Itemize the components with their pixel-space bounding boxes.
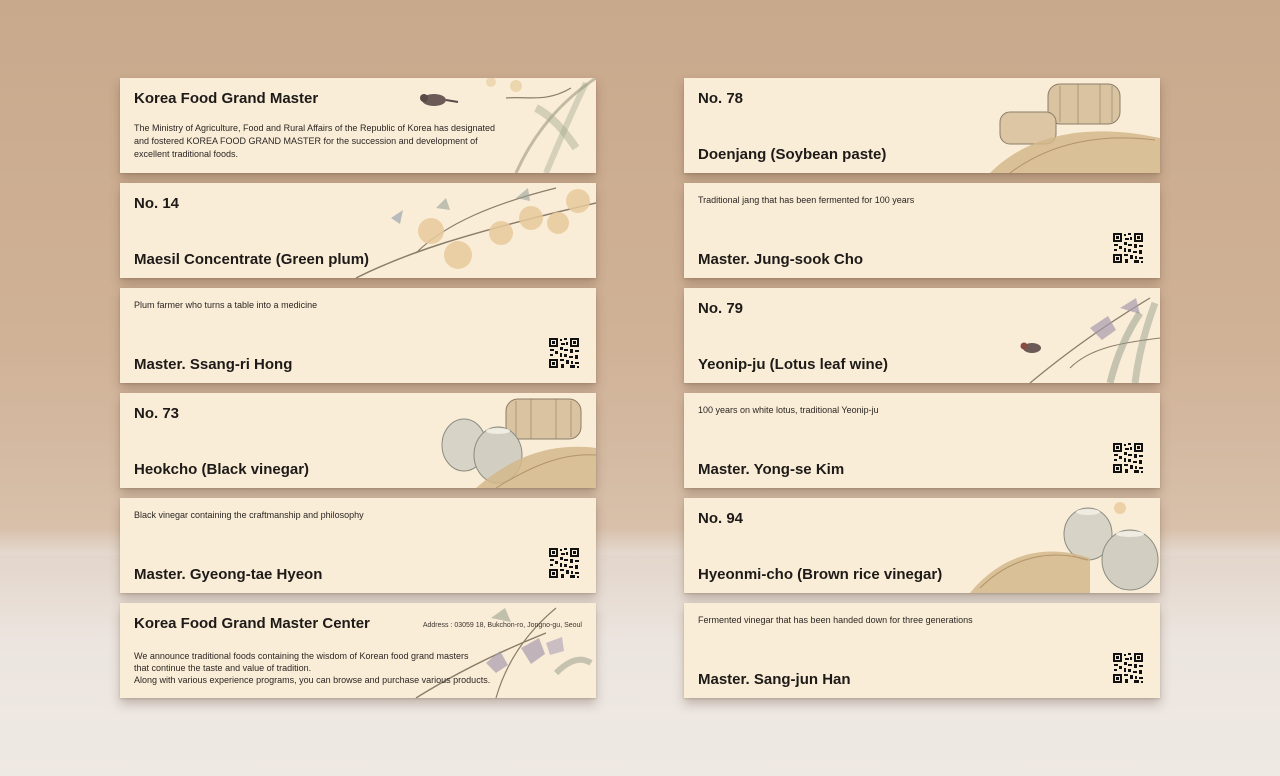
qr-code-icon[interactable]: [548, 337, 580, 369]
center-line: Along with various experience programs, you can browse and purchase various products.: [134, 675, 491, 685]
master-name: Master. Ssang-ri Hong: [134, 356, 293, 373]
intro-line: excellent traditional foods.: [134, 149, 239, 159]
qr-code-icon[interactable]: [1112, 232, 1144, 264]
product-number: No. 79: [698, 300, 744, 317]
rice-jars-illustration: [970, 498, 1160, 593]
qr-code-icon[interactable]: [548, 547, 580, 579]
card-master-79: [684, 393, 1160, 488]
center-line: that continue the taste and value of tradition.: [134, 663, 312, 673]
master-tagline: Traditional jang that has been fermented for 100 years: [698, 195, 915, 205]
jars-grain-illustration: [436, 393, 596, 488]
master-name: Master. Gyeong-tae Hyeon: [134, 566, 323, 583]
card-master-73: [120, 498, 596, 593]
intro-title: Korea Food Grand Master: [134, 90, 319, 107]
product-number: No. 78: [698, 90, 744, 107]
master-tagline: Plum farmer who turns a table into a medicine: [134, 300, 318, 310]
master-tagline: Black vinegar containing the craftmanship and philosophy: [134, 510, 364, 520]
left-card-column: [120, 78, 596, 708]
card-intro: [120, 78, 596, 173]
intro-line: and fostered KOREA FOOD GRAND MASTER for the succession and development of: [134, 136, 478, 146]
card-center: [120, 603, 596, 698]
master-tagline: Fermented vinegar that has been handed down for three generations: [698, 615, 973, 625]
card-product-14: [120, 183, 596, 278]
card-product-78: [684, 78, 1160, 173]
product-name: Maesil Concentrate (Green plum): [134, 251, 370, 268]
card-product-73: [120, 393, 596, 488]
product-number: No. 14: [134, 195, 180, 212]
qr-code-icon[interactable]: [1112, 652, 1144, 684]
soybean-blocks-illustration: [990, 78, 1160, 173]
product-number: No. 73: [134, 405, 180, 422]
card-product-94: [684, 498, 1160, 593]
master-name: Master. Yong-se Kim: [698, 461, 845, 478]
product-name: Yeonip-ju (Lotus leaf wine): [698, 356, 889, 373]
product-name: Heokcho (Black vinegar): [134, 461, 310, 478]
master-tagline: 100 years on white lotus, traditional Yeonip-ju: [698, 405, 879, 415]
center-line: We announce traditional foods containing the wisdom of Korean food grand masters: [134, 651, 469, 661]
master-name: Master. Sang-jun Han: [698, 671, 851, 688]
lotus-bird-illustration: [1010, 288, 1160, 383]
intro-line: The Ministry of Agriculture, Food and Rural Affairs of the Republic of Korea has designated: [134, 123, 496, 133]
product-name: Hyeonmi-cho (Brown rice vinegar): [698, 566, 943, 583]
card-master-14: [120, 288, 596, 383]
product-number: No. 94: [698, 510, 744, 527]
master-name: Master. Jung-sook Cho: [698, 251, 864, 268]
intro-description: [134, 122, 514, 161]
qr-code-icon[interactable]: [1112, 442, 1144, 474]
right-card-column: [684, 78, 1160, 708]
card-product-79: [684, 288, 1160, 383]
card-master-78: [684, 183, 1160, 278]
product-name: Doenjang (Soybean paste): [698, 146, 887, 163]
center-description: [134, 650, 534, 686]
card-master-94: [684, 603, 1160, 698]
center-address: Address : 03059 18, Bukchon-ro, Jongno-gu, Seoul: [422, 622, 582, 629]
center-title: Korea Food Grand Master Center: [134, 615, 370, 632]
